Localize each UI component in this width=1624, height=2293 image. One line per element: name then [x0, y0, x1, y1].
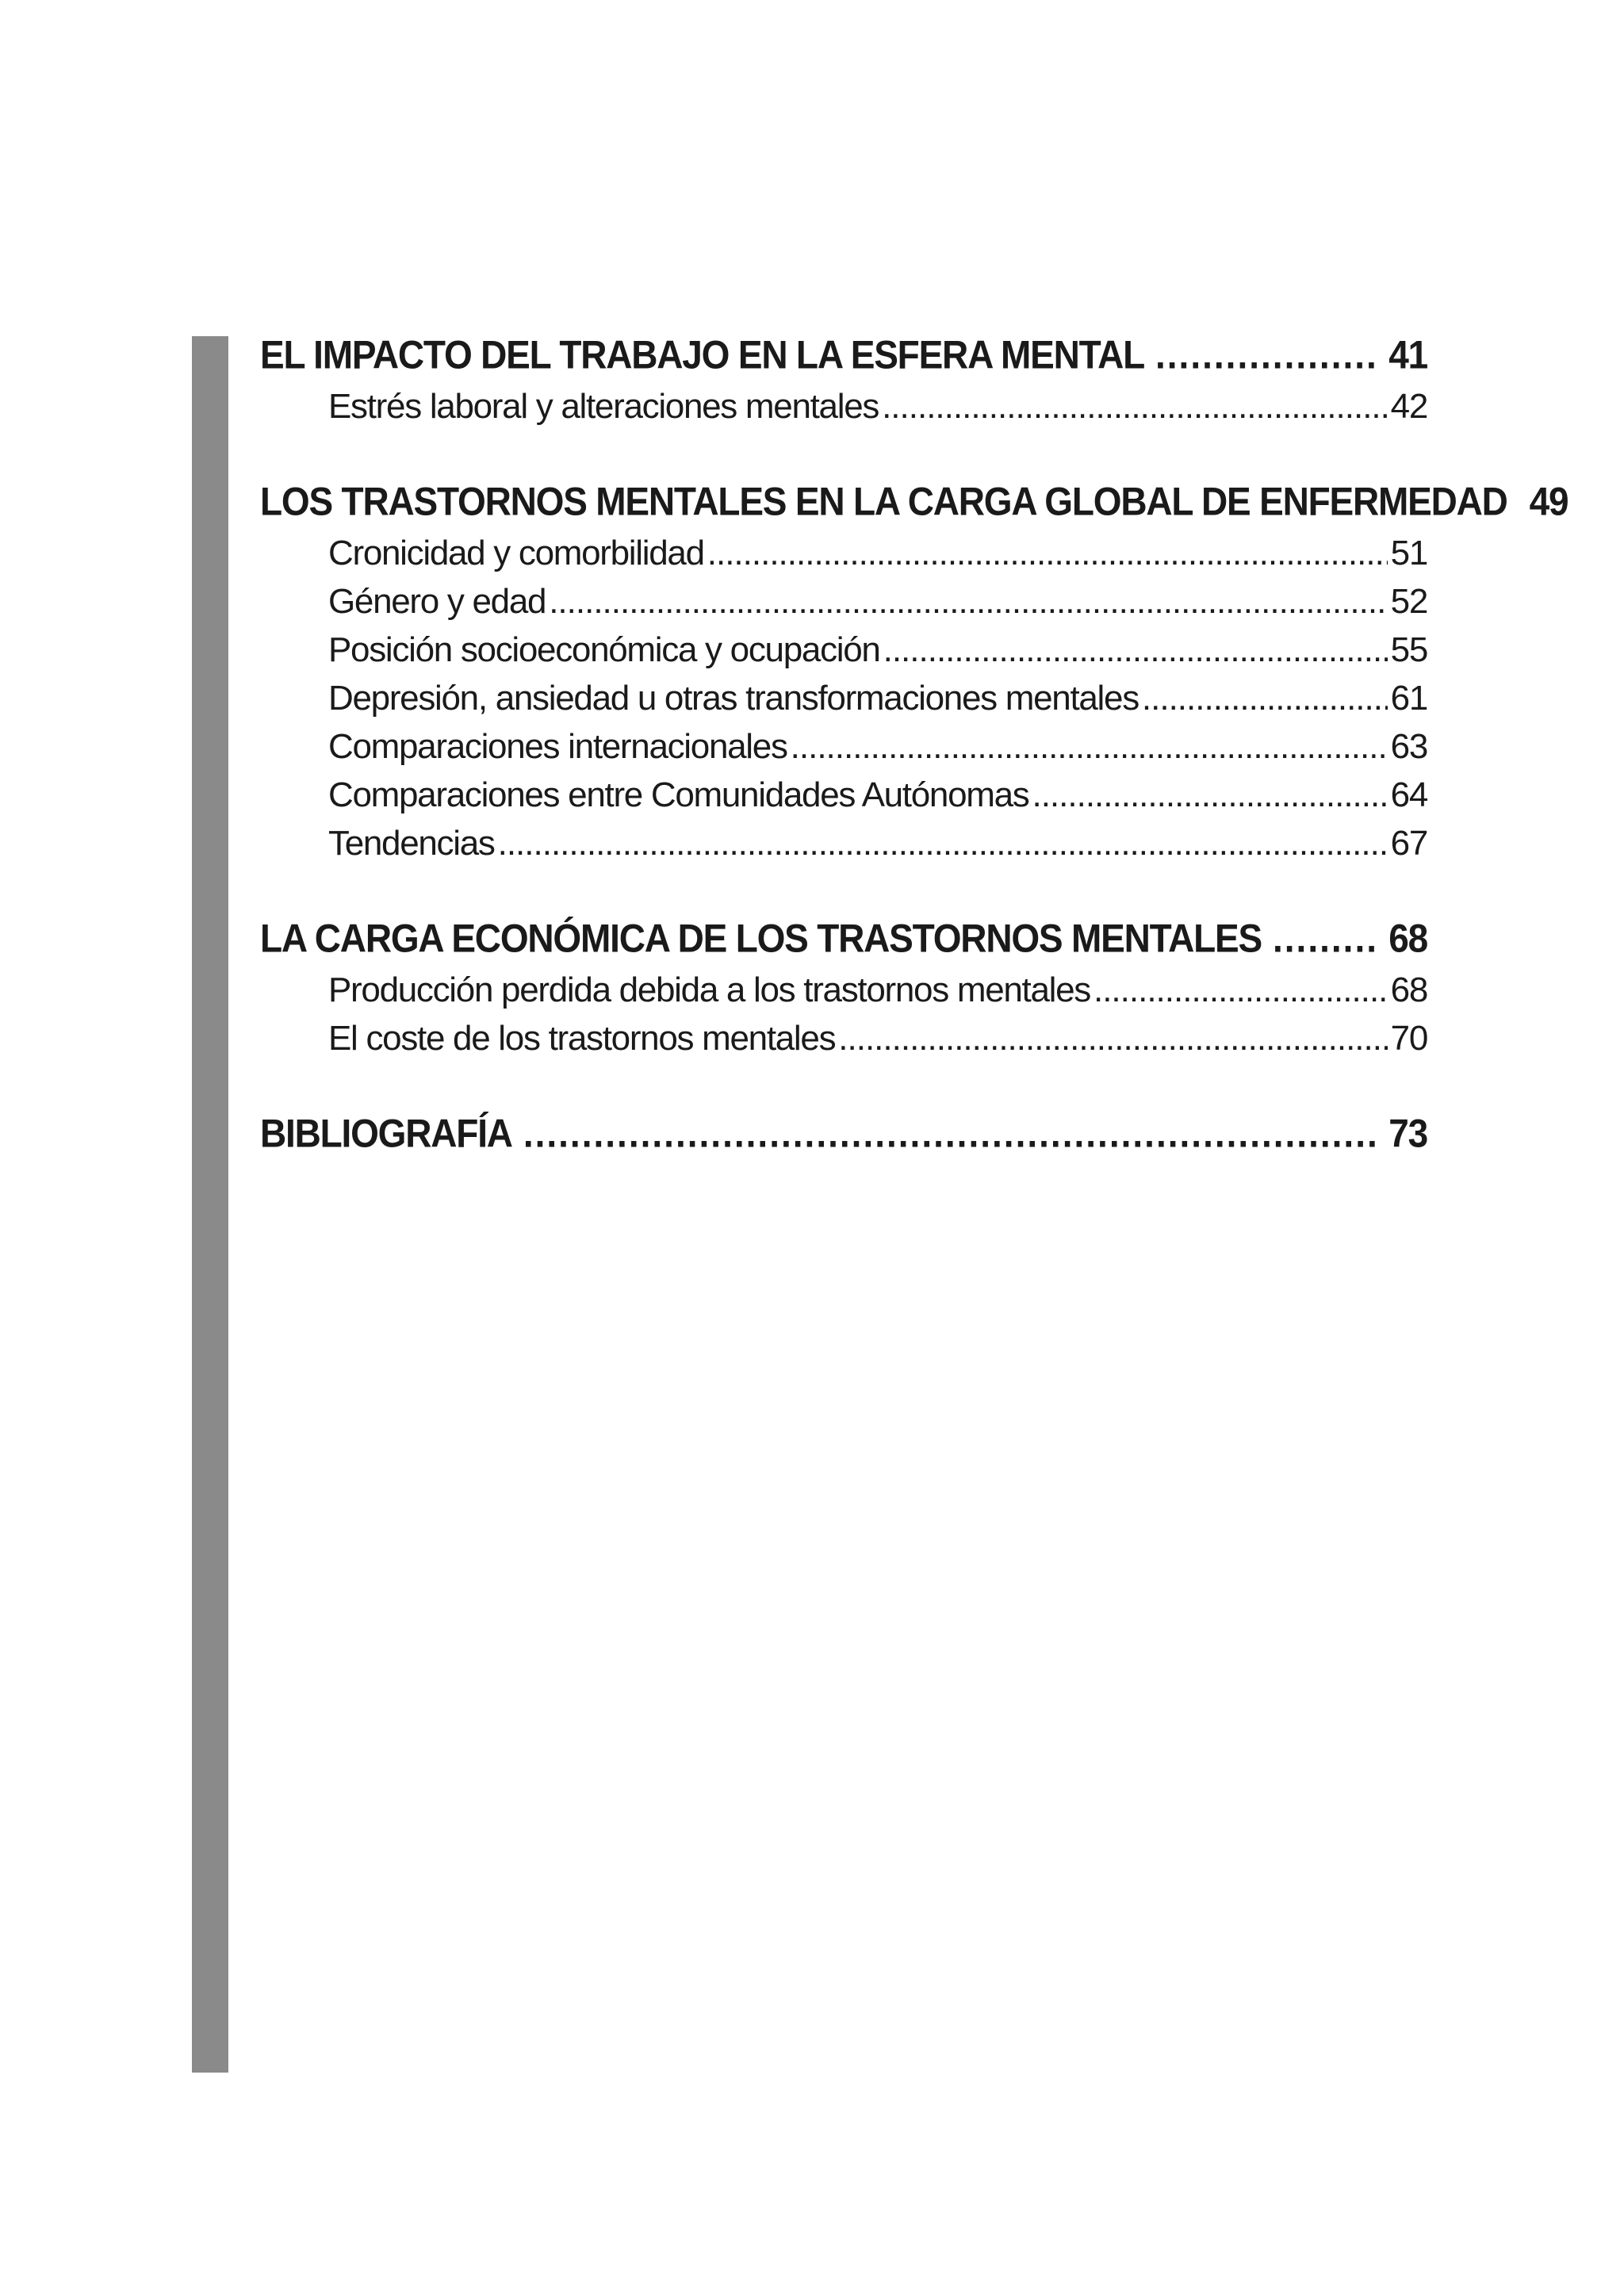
toc-heading-page: 73: [1388, 1111, 1427, 1156]
toc-entry-title: Depresión, ansiedad u otras transformaciones mentales: [328, 679, 1139, 718]
toc-entry[interactable]: [260, 577, 1427, 626]
dot-leader: [838, 1014, 1387, 1062]
toc-entry-title: Posición socioeconómica y ocupación: [328, 630, 880, 669]
toc-heading[interactable]: [260, 474, 1568, 529]
toc-entry[interactable]: [260, 382, 1427, 431]
toc-section-impacto-trabajo: [260, 331, 1427, 431]
dot-leader: [883, 626, 1388, 674]
toc-entry-page: 61: [1390, 679, 1427, 718]
toc-entry-page: 51: [1390, 534, 1427, 572]
toc-entry-title: Comparaciones entre Comunidades Autónomas: [328, 775, 1029, 814]
toc-entry-title: Producción perdida debida a los trastornos mentales: [328, 970, 1090, 1009]
toc-entry-title: Comparaciones internacionales: [328, 727, 787, 766]
toc-heading[interactable]: [260, 1106, 1427, 1161]
toc-entry[interactable]: [260, 771, 1427, 819]
dot-leader: [707, 529, 1388, 577]
toc-heading[interactable]: [260, 911, 1427, 966]
toc-entry[interactable]: [260, 529, 1427, 577]
dot-leader: [1032, 771, 1387, 819]
toc-entry-title: Género y edad: [328, 582, 546, 621]
toc-section-carga-economica: [260, 915, 1427, 1062]
dot-leader: [1155, 327, 1377, 382]
dot-leader: [498, 819, 1388, 867]
toc-entry[interactable]: [260, 674, 1427, 722]
toc-entry-title: Cronicidad y comorbilidad: [328, 534, 704, 572]
toc-section-carga-global: [260, 478, 1568, 867]
toc-heading-title: LA CARGA ECONÓMICA DE LOS TRASTORNOS MENTALES: [260, 916, 1262, 961]
dot-leader: [791, 722, 1388, 771]
dot-leader: [549, 577, 1387, 626]
toc-entry-page: 52: [1390, 582, 1427, 621]
toc-heading-page: 41: [1388, 332, 1427, 377]
toc-entry-page: 63: [1390, 727, 1427, 766]
toc-entry-page: 55: [1390, 630, 1427, 669]
toc-heading-page: 49: [1529, 479, 1568, 524]
toc-entry[interactable]: [260, 1014, 1427, 1062]
toc-entry-title: El coste de los trastornos mentales: [328, 1019, 836, 1058]
dot-leader: [1142, 674, 1388, 722]
toc-heading-title: BIBLIOGRAFÍA: [260, 1111, 512, 1156]
dot-leader: [1094, 966, 1388, 1014]
toc-entry[interactable]: [260, 966, 1427, 1014]
dot-leader: [523, 1106, 1377, 1161]
toc-entry-page: 42: [1390, 387, 1427, 426]
toc-entry[interactable]: [260, 819, 1427, 867]
toc-entry-page: 64: [1390, 775, 1427, 814]
toc-heading[interactable]: [260, 327, 1427, 382]
table-of-contents: [260, 331, 1568, 1208]
toc-entry-page: 68: [1390, 970, 1427, 1009]
toc-entry-title: Estrés laboral y alteraciones mentales: [328, 387, 879, 426]
toc-heading-title: LOS TRASTORNOS MENTALES EN LA CARGA GLOBAL DE ENFERMEDAD: [260, 479, 1507, 524]
toc-heading-page: 68: [1388, 916, 1427, 961]
toc-entry-page: 70: [1390, 1019, 1427, 1058]
toc-entry-title: Tendencias: [328, 824, 495, 863]
toc-entry[interactable]: [260, 722, 1427, 771]
toc-entry[interactable]: [260, 626, 1427, 674]
toc-heading-title: EL IMPACTO DEL TRABAJO EN LA ESFERA MENTAL: [260, 332, 1144, 377]
side-margin-bar: [192, 336, 228, 2073]
toc-section-bibliografia: [260, 1110, 1427, 1161]
dot-leader: [882, 382, 1388, 431]
toc-entry-page: 67: [1390, 824, 1427, 863]
dot-leader: [1273, 911, 1377, 966]
